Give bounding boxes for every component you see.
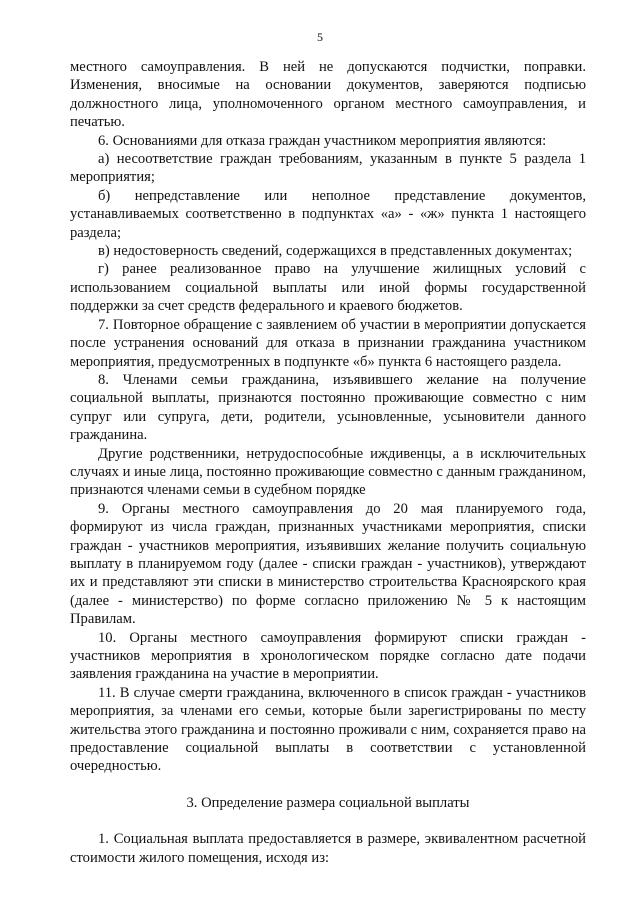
paragraph-continuation: местного самоуправления. В ней не допускаются подчистки, поправки. Изменения, вносимые на основании документов, заверяются подписью должностного лица, уполномоченного органом местного самоуправления, и печатью.: [70, 59, 586, 131]
section-heading: 3. Определение размера социальной выплаты: [186, 794, 470, 811]
paragraph-item-10: 10. Органы местного самоуправления формируют списки граждан - участников мероприятия в хронологическом порядке согласно дате подачи заявления гражданина на участие в мероприятии.: [70, 629, 586, 683]
paragraph-item-6: 6. Основаниями для отказа граждан участником мероприятия являются:: [98, 132, 547, 149]
paragraph-item-7: 7. Повторное обращение с заявлением об участии в мероприятии допускается после устранения оснований для отказа в признании гражданина участником мероприятия, предусмотренных в подпункте «б» пункта 6 настоящего раздела.: [70, 316, 586, 370]
paragraph-subitem-b: б) непредставление или неполное представление документов, устанавливаемых соответственно в подпунктах «а» - «ж» пункта 1 настоящего раздела;: [70, 187, 586, 241]
paragraph-subitem-a: а) несоответствие граждан требованиям, указанным в пункте 5 раздела 1 мероприятия;: [70, 151, 586, 186]
paragraph-subitem-v: в) недостоверность сведений, содержащихся в представленных документах;: [98, 243, 573, 260]
paragraph-subitem-g: г) ранее реализованное право на улучшение жилищных условий с использованием социальной выплаты или иной формы государственной поддержки за счет средств федерального и краевого бюджетов.: [70, 261, 586, 315]
document-body: [70, 58, 586, 867]
paragraph-item-9: 9. Органы местного самоуправления до 20 мая планируемого года, формируют из числа граждан, признанных участниками мероприятия, списки граждан - участников мероприятия, изъявивших желание получить социальную выплату в планируемом году (далее - списки граждан - участников), утверждают их и представляют эти списки в министерство строительства Красноярского края (далее - министерство) по форме согласно приложению № 5 к настоящим Правилам.: [70, 500, 586, 628]
page-number: 5: [317, 30, 323, 44]
paragraph-item-8-continued: Другие родственники, нетрудоспособные иждивенцы, а в исключительных случаях и иные лица, постоянно проживающие совместно с данным гражданином, признаются членами семьи в судебном порядке: [70, 445, 586, 499]
paragraph-item-11: 11. В случае смерти гражданина, включенного в список граждан - участников мероприятия, за членами его семьи, которые были зарегистрированы по месту жительства этого гражданина и постоянно проживали с ним, сохраняется право на предоставление социальной выплаты в соответствии с установленной очередностью.: [70, 684, 586, 775]
paragraph-item-8: 8. Членами семьи гражданина, изъявившего желание на получение социальной выплаты, признаются постоянно проживающие совместно с ним супруг или супруга, дети, родители, усыновленные, усыновители данного гражданина.: [70, 371, 586, 444]
paragraph-section3-item-1: 1. Социальная выплата предоставляется в размере, эквивалентном расчетной стоимости жилого помещения, исходя из:: [70, 831, 586, 866]
